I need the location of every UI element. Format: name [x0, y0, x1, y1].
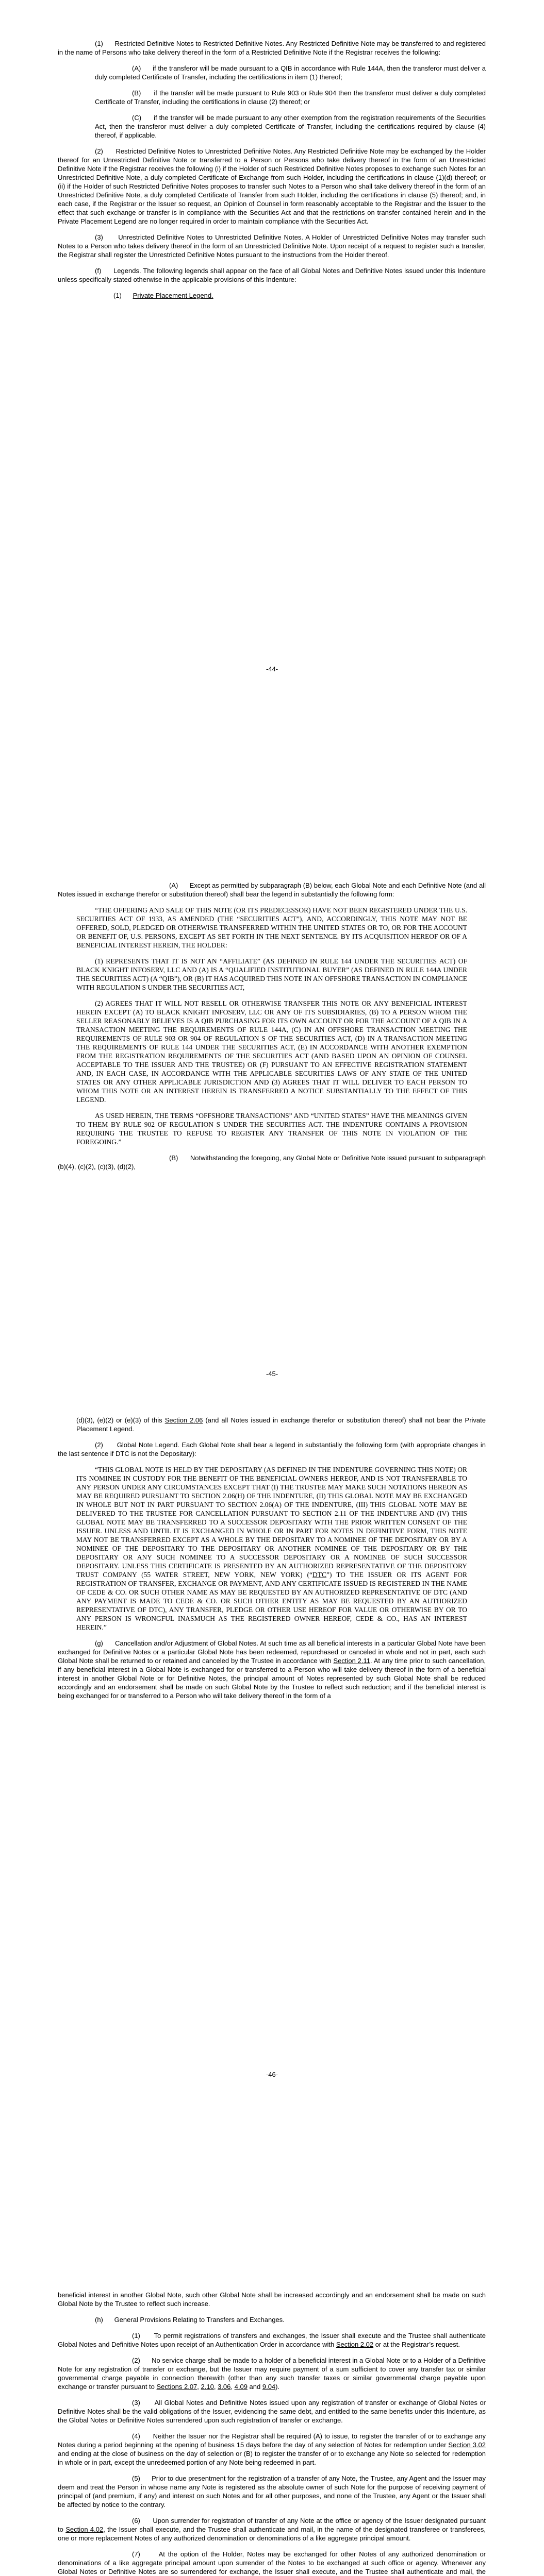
section-link[interactable]: Section 2.11: [333, 1657, 370, 1665]
paragraph: (f) Legends. The following legends shall appear on the face of all Global Notes and Definitive Notes issued under this Indenture unless specifically stated otherwise in the applicable provisions of this Indenture:: [58, 267, 486, 283]
page-47: [0, 2102, 544, 2576]
page-46: [0, 1396, 544, 2102]
paragraph: beneficial interest in another Global Note, such other Global Note shall be increased accordingly and an endorsement shall be made on such Global Note by the Trustee to reflect such increase.: [58, 2291, 486, 2308]
page-45: [0, 696, 544, 1396]
paragraph: (3) All Global Notes and Definitive Notes issued upon any registration of transfer or exchange of Global Notes or Definitive Notes shall be the valid obligations of the Issuer, evidencing the same debt, and entitled to the same benefits under this Indenture, as the Global Notes or Definitive Notes surrendered upon such registration of transfer or exchange.: [58, 2399, 486, 2424]
paragraph: (A) Except as permitted by subparagraph (B) below, each Global Note and each Definitive Note (and all Notes issued in exchange therefor or substitution thereof) shall bear the legend in substantially the following form:: [58, 882, 486, 898]
legend-quote: (1) REPRESENTS THAT IT IS NOT AN “AFFILIATE” (AS DEFINED IN RULE 144 UNDER THE SECURITIES ACT) OF BLACK KNIGHT INFOSERV, LLC AND (A) IS A “QUALIFIED INSTITUTIONAL BUYER” (AS DEFINED IN RULE 144A UNDER THE SECURITIES ACT) (A “QIB”), OR (B) IT HAS ACQUIRED THIS NOTE IN AN OFFSHORE TRANSACTION IN COMPLIANCE WITH REGULATION S UNDER THE SECURITIES ACT,: [76, 957, 467, 991]
section-link[interactable]: 3.06: [218, 2383, 231, 2391]
section-link[interactable]: 4.09: [234, 2383, 248, 2391]
paragraph: (d)(3), (e)(2) or (e)(3) of this Section 2.06 (and all Notes issued in exchange therefor or substitution thereof) shall not bear the Private Placement Legend.: [76, 1416, 486, 1433]
paragraph: (3) Unrestricted Definitive Notes to Unrestricted Definitive Notes. A Holder of Unrestricted Definitive Notes may transfer such Notes to a Person who takes delivery thereof in the form of an Unrestricted Definitive Note. Upon receipt of a request to register such a transfer, the Registrar shall register the Unrestricted Definitive Notes pursuant to the instructions from the Holder thereof.: [58, 233, 486, 259]
section-link[interactable]: Sections 2.07: [156, 2383, 197, 2391]
page-number: -44-: [266, 665, 278, 673]
paragraph: (2) No service charge shall be made to a holder of a beneficial interest in a Global Note or to a Holder of a Definitive Note for any registration of transfer or exchange, but the Issuer may require payment of a sum sufficient to cover any transfer tax or similar governmental charge payable in connection therewith (other than any such transfer taxes or similar governmental charge payable upon exchange or transfer pursuant to Sections 2.07, 2.10, 3.06, 4.09 and 9.04).: [58, 2357, 486, 2391]
paragraph: (4) Neither the Issuer nor the Registrar shall be required (A) to issue, to register the transfer of or to exchange any Notes during a period beginning at the opening of business 15 days before the day of any selection of Notes for redemption under Section 3.02 and ending at the close of business on the day of selection or (B) to register the transfer of or to exchange any Note so selected for redemption in whole or in part, except the unredeemed portion of any Note being redeemed in part.: [58, 2432, 486, 2466]
paragraph: (5) Prior to due presentment for the registration of a transfer of any Note, the Trustee, any Agent and the Issuer may deem and treat the Person in whose name any Note is registered as the absolute owner of such Note for the purpose of receiving payment of principal of (and premium, if any) and interest on such Notes and for all other purposes, and none of the Trustee, any Agent or the Issuer shall be affected by notice to the contrary.: [58, 2475, 486, 2509]
section-link[interactable]: Section 3.02: [448, 2441, 486, 2449]
paragraph: (1) Restricted Definitive Notes to Restricted Definitive Notes. Any Restricted Definitive Note may be transferred to and registered in the name of Persons who take delivery thereof in the form of a Restricted Definitive Note if the Registrar receives the following:: [58, 40, 486, 56]
legend-quote: (2) AGREES THAT IT WILL NOT RESELL OR OTHERWISE TRANSFER THIS NOTE OR ANY BENEFICIAL INTEREST HEREIN EXCEPT (A) TO BLACK KNIGHT INFOSERV, LLC OR ANY OF ITS SUBSIDIARIES, (B) TO A PERSON WHOM THE SELLER REASONABLY BELIEVES IS A QIB PURCHASING FOR ITS OWN ACCOUNT OR FOR THE ACCOUNT OF A QIB IN A TRANSACTION MEETING THE REQUIREMENTS OF RULE 144A, (C) IN AN OFFSHORE TRANSACTION MEETING THE REQUIREMENTS OF RULE 903 OR 904 OF REGULATION S OF THE SECURITIES ACT, (D) IN A TRANSACTION MEETING THE REQUIREMENTS OF RULE 144 UNDER THE SECURITIES ACT, (E) IN ACCORDANCE WITH ANOTHER EXEMPTION FROM THE REGISTRATION REQUIREMENTS OF THE SECURITIES ACT (AND BASED UPON AN OPINION OF COUNSEL ACCEPTABLE TO THE ISSUER AND THE TRUSTEE) OR (F) PURSUANT TO AN EFFECTIVE REGISTRATION STATEMENT AND, IN EACH CASE, IN ACCORDANCE WITH THE APPLICABLE SECURITIES LAWS OF ANY STATE OF THE UNITED STATES OR ANY OTHER APPLICABLE JURISDICTION AND (3) AGREES THAT IT WILL DELIVER TO EACH PERSON TO WHOM THIS NOTE OR AN INTEREST HEREIN IS TRANSFERRED A NOTICE SUBSTANTIALLY TO THE EFFECT OF THIS LEGEND.: [76, 999, 467, 1104]
dtc-term: DTC: [312, 1571, 327, 1579]
section-link[interactable]: 9.04: [262, 2383, 276, 2391]
paragraph: (C) if the transfer will be made pursuant to any other exemption from the registration requirements of the Securities Act, then the transferor must deliver a duly completed Certificate of Transfer, including the certifications required by clause (4) thereof, if applicable.: [95, 114, 486, 139]
legend-quote: “THE OFFERING AND SALE OF THIS NOTE (OR ITS PREDECESSOR) HAVE NOT BEEN REGISTERED UNDER THE U.S. SECURITIES ACT OF 1933, AS AMENDED (THE “SECURITIES ACT”), AND, ACCORDINGLY, THIS NOTE MAY NOT BE OFFERED, SOLD, PLEDGED OR OTHERWISE TRANSFERRED WITHIN THE UNITED STATES OR TO, OR FOR THE ACCOUNT OR BENEFIT OF, U.S. PERSONS, EXCEPT AS SET FORTH IN THE NEXT SENTENCE. BY ITS ACQUISITION HEREOF OR OF A BENEFICIAL INTEREST HEREIN, THE HOLDER:: [76, 906, 467, 949]
paragraph: (2) Restricted Definitive Notes to Unrestricted Definitive Notes. Any Restricted Definitive Note may be exchanged by the Holder thereof for an Unrestricted Definitive Note or transferred to a Person or Persons who take delivery thereof in the form of an Unrestricted Definitive Note if the Registrar receives the following (i) if the Holder of such Restricted Definitive Notes proposes to exchange such Notes for an Unrestricted Definitive Note, a duly completed Certificate of Exchange from such Holder, including the certifications in clause (1)(d) thereof; or (ii) if the Holder of such Restricted Definitive Notes proposes to transfer such Notes to a Person who shall take delivery thereof in the form of an Unrestricted Definitive Note, a duly completed Certificate of Transfer from such Holder, including the certifications in clause (5) thereof; and, in each case, if the Registrar or the Issuer so request, an Opinion of Counsel in form reasonably acceptable to the Registrar and the Issuer to the effect that such exchange or transfer is in compliance with the Securities Act and that the restrictions on transfer contained herein and in the Private Placement Legend are no longer required in order to maintain compliance with the Securities Act.: [58, 147, 486, 225]
page-number: -46-: [266, 2071, 278, 2078]
paragraph: (6) Upon surrender for registration of transfer of any Note at the office or agency of the Issuer designated pursuant to Section 4.02, the Issuer shall execute, and the Trustee shall authenticate and mail, in the name of the designated transferee or transferees, one or more replacement Notes of any authorized denomination or denominations of a like aggregate principal amount.: [58, 2517, 486, 2542]
legend-quote: AS USED HEREIN, THE TERMS “OFFSHORE TRANSACTIONS” AND “UNITED STATES” HAVE THE MEANINGS GIVEN TO THEM BY RULE 902 OF REGULATION S UNDER THE SECURITIES ACT. THE INDENTURE CONTAINS A PROVISION REQUIRING THE TRUSTEE TO REFUSE TO REGISTER ANY TRANSFER OF THIS NOTE IN VIOLATION OF THE FOREGOING.”: [76, 1112, 467, 1146]
paragraph: (1) Private Placement Legend.: [113, 292, 213, 299]
paragraph: (h) General Provisions Relating to Transfers and Exchanges.: [95, 2316, 285, 2324]
section-link[interactable]: Section 2.02: [336, 2341, 374, 2348]
paragraph: (2) Global Note Legend. Each Global Note shall bear a legend in substantially the following form (with appropriate changes in the last sentence if DTC is not the Depositary):: [58, 1441, 486, 1458]
page-number: -45-: [266, 1370, 278, 1378]
section-link[interactable]: 2.10: [201, 2383, 214, 2391]
paragraph: (B) Notwithstanding the foregoing, any Global Note or Definitive Note issued pursuant to subparagraph (b)(4), (c)(2), (c)(3), (d)(2),: [58, 1154, 486, 1171]
paragraph: (B) if the transfer will be made pursuant to Rule 903 or Rule 904 then the transferor must deliver a duly completed Certificate of Transfer, including the certifications in clause (2) thereof; or: [95, 89, 486, 106]
section-link[interactable]: Section 2.06: [164, 1416, 203, 1424]
section-link[interactable]: Section 4.02: [65, 2526, 104, 2533]
legend-quote: “THIS GLOBAL NOTE IS HELD BY THE DEPOSITARY (AS DEFINED IN THE INDENTURE GOVERNING THIS NOTE) OR ITS NOMINEE IN CUSTODY FOR THE BENEFIT OF THE BENEFICIAL OWNERS HEREOF, AND IS NOT TRANSFERABLE TO ANY PERSON UNDER ANY CIRCUMSTANCES EXCEPT THAT (I) THE TRUSTEE MAY MAKE SUCH NOTATIONS HEREON AS MAY BE REQUIRED PURSUANT TO SECTION 2.06(H) OF THE INDENTURE, (II) THIS GLOBAL NOTE MAY BE EXCHANGED IN WHOLE BUT NOT IN PART PURSUANT TO SECTION 2.06(A) OF THE INDENTURE, (III) THIS GLOBAL NOTE MAY BE DELIVERED TO THE TRUSTEE FOR CANCELLATION PURSUANT TO SECTION 2.11 OF THE INDENTURE AND (IV) THIS GLOBAL NOTE MAY BE TRANSFERRED TO A SUCCESSOR DEPOSITARY WITH THE PRIOR WRITTEN CONSENT OF THE ISSUER. UNLESS AND UNTIL IT IS EXCHANGED IN WHOLE OR IN PART FOR NOTES IN DEFINITIVE FORM, THIS NOTE MAY NOT BE TRANSFERRED EXCEPT AS A WHOLE BY THE DEPOSITARY TO A NOMINEE OF THE DEPOSITARY OR BY A NOMINEE OF THE DEPOSITARY TO THE DEPOSITARY OR ANOTHER NOMINEE OF THE DEPOSITARY OR BY THE DEPOSITARY OR ANY SUCH NOMINEE TO A SUCCESSOR DEPOSITARY OR A NOMINEE OF SUCH SUCCESSOR DEPOSITARY. UNLESS THIS CERTIFICATE IS PRESENTED BY AN AUTHORIZED REPRESENTATIVE OF THE DEPOSITORY TRUST COMPANY (55 WATER STREET, NEW YORK, NEW YORK) (“DTC”) TO THE ISSUER OR ITS AGENT FOR REGISTRATION OF TRANSFER, EXCHANGE OR PAYMENT, AND ANY CERTIFICATE ISSUED IS REGISTERED IN THE NAME OF CEDE & CO. OR SUCH OTHER NAME AS MAY BE REQUESTED BY AN AUTHORIZED REPRESENTATIVE OF DTC (AND ANY PAYMENT IS MADE TO CEDE & CO. OR SUCH OTHER ENTITY AS MAY BE REQUESTED BY AN AUTHORIZED REPRESENTATIVE OF DTC), ANY TRANSFER, PLEDGE OR OTHER USE HEREOF FOR VALUE OR OTHERWISE BY OR TO ANY PERSON IS WRONGFUL INASMUCH AS THE REGISTERED OWNER HEREOF, CEDE & CO., HAS AN INTEREST HEREIN.”: [76, 1466, 467, 1631]
paragraph: (7) At the option of the Holder, Notes may be exchanged for other Notes of any authorized denomination or denominations of a like aggregate principal amount upon surrender of the Notes to be exchanged at such office or agency. Whenever any Global Notes or Definitive Notes are so surrendered for exchange, the Issuer shall execute, and the Trustee shall authenticate and mail, the: [58, 2550, 486, 2575]
page-44: [0, 0, 544, 696]
paragraph: (A) if the transferor will be made pursuant to a QIB in accordance with Rule 144A, then the transferor must deliver a duly completed Certificate of Transfer, including the certifications in item (1) thereof;: [95, 64, 486, 81]
paragraph: (g) Cancellation and/or Adjustment of Global Notes. At such time as all beneficial interests in a particular Global Note have been exchanged for Definitive Notes or a particular Global Note has been redeemed, repurchased or canceled in whole and not in part, each such Global Note shall be returned to or retained and canceled by the Trustee in accordance with Section 2.11. At any time prior to such cancellation, if any beneficial interest in a Global Note is exchanged for or transferred to a Person who will take delivery thereof in the form of a beneficial interest in another Global Note or for Definitive Notes, the principal amount of Notes represented by such Global Note shall be reduced accordingly and an endorsement shall be made on such Global Note by the Trustee to reflect such reduction; and if the beneficial interest is being exchanged for or transferred to a Person who will take delivery thereof in the form of a: [58, 1639, 486, 1700]
paragraph: (1) To permit registrations of transfers and exchanges, the Issuer shall execute and the Trustee shall authenticate Global Notes and Definitive Notes upon receipt of an Authentication Order in accordance with Section 2.02 or at the Registrar’s request.: [58, 2332, 486, 2348]
